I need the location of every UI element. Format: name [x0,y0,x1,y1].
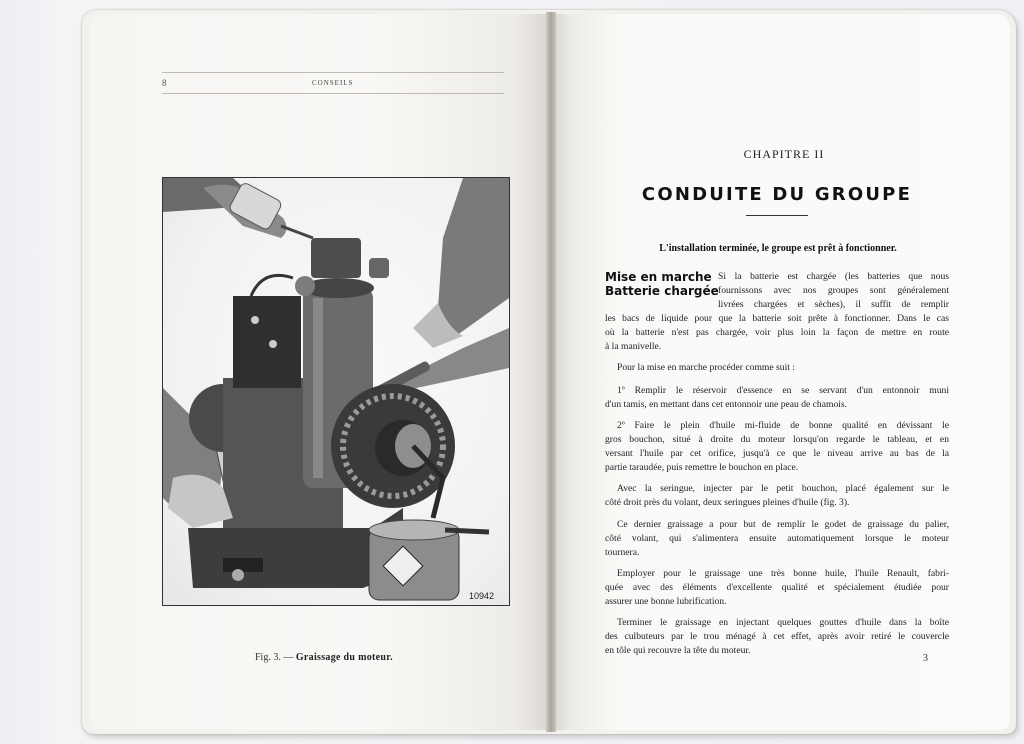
chapter-label: CHAPITRE II [743,147,825,161]
text-line: à la manivelle. [605,341,662,353]
figure-caption [255,652,393,663]
text-line: fournissons avec nos groupes sont généralement [718,285,949,297]
header-rule-bottom [162,93,504,94]
side-heading-line-2: Batterie chargée [605,284,719,298]
text-line: Terminer le graissage en injectant quelques gouttes d'huile dans la boîte [617,617,949,628]
text-line: Ce dernier graissage a pour but de remplir le godet de graissage du palier, [617,519,949,530]
title-rule [746,215,808,216]
side-heading [605,270,719,298]
text-line: quée avec des éléments d'excellente qualité et spécialement étudiée pour [605,582,949,594]
engine-illustration [163,178,509,605]
text-line: versant l'huile par cet orifice, jusqu'à ce que le niveau arrive au bas de la [605,448,949,460]
text-line: 1º Remplir le réservoir d'essence en se servant d'un entonnoir muni [617,385,949,396]
text-line: livrées chargées et sèches), il suffit de remplir [718,299,949,311]
paragraph-7 [605,567,949,609]
caption-prefix: Fig. 3. — [255,652,294,663]
text-line: tournera. [605,547,640,559]
text-line: Employer pour le graissage une très bonne huile, l'huile Renault, fabri- [617,568,949,579]
text-line: d'un tamis, en mettant dans cet entonnoir une peau de chamois. [605,399,848,411]
text-line: les bacs de liquide pour que la batterie soit prête à fonctionner. Dans le cas [605,313,949,324]
paragraph-3 [605,384,949,412]
text-line: Pour la mise en marche procéder comme suit : [617,362,795,373]
paragraph-2 [617,361,949,375]
side-heading-line-1: Mise en marche [605,270,712,284]
paragraph-1-full [605,312,949,354]
text-line: où la batterie n'est pas chargée, voir plus loin la façon de mettre en route [605,327,949,339]
text-line: côté volant, qui s'alimentera ensuite automatiquement lorsque le moteur [605,533,949,545]
text-line: 2º Faire le plein d'huile mi-fluide de bonne qualité en dévissant le [617,420,949,431]
paragraph-1-indented [718,270,949,312]
chapter-title: CONDUITE DU GROUPE [641,184,913,205]
text-line: Avec la seringue, injecter par le petit bouchon, placé également sur le [617,483,949,494]
engine-photo [162,177,510,606]
right-page-number: 3 [923,653,928,664]
photo-reference-number: 10942 [469,591,495,601]
intro-sentence: L'installation terminée, le groupe est prêt à fonctionner. [659,243,897,254]
header-rule-top [162,72,504,73]
text-line: des culbuteurs par le trou ménagé à cet effet, après avoir retiré le couvercle [605,631,949,643]
text-line: Si la batterie est chargée (les batteries que nous [718,271,949,282]
running-head: CONSEILS [312,79,354,87]
text-line: côté droit près du volant, deux seringues pleines d'huile (fig. 3). [605,497,850,509]
text-line: gros bouchon, situé à droite du moteur lorsqu'on regarde le tableau, et en [605,434,949,446]
paragraph-5 [605,482,949,510]
text-line: assurer une bonne lubrification. [605,596,727,608]
caption-title: Graissage du moteur. [295,652,393,663]
book-gutter [546,12,556,732]
paragraph-4 [605,419,949,475]
paragraph-6 [605,518,949,560]
text-line: en tôle qui recouvre la tête du moteur. [605,645,751,657]
paragraph-8 [605,616,949,658]
left-page-number: 8 [162,78,167,88]
text-line: partie taraudée, puis remettre le bouchon en place. [605,462,799,474]
